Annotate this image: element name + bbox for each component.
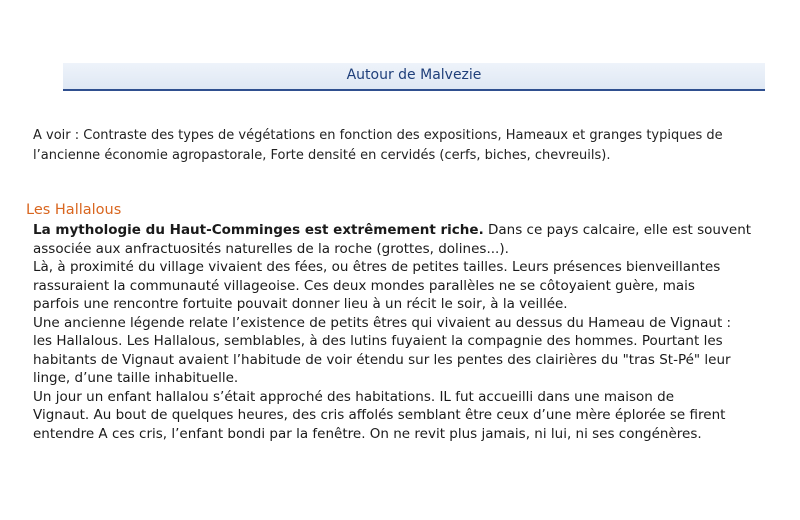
intro-line: A voir : Contraste des types de végétations en fonction des expositions, Hameaux et granges typiques de (33, 128, 723, 143)
body-line: les Hallalous. Les Hallalous, semblables, à des lutins fuyaient la compagnie des hommes. Pourtant les (33, 333, 723, 349)
body-line: Une ancienne légende relate l’existence de petits êtres qui vivaient au dessus du Hameau de Vignaut : (33, 314, 732, 331)
body-line: rassuraient la communauté villageoise. Ces deux mondes parallèles ne se côtoyaient guère, mais (33, 277, 695, 294)
body-line: associée aux anfractuosités naturelles de la roche (grottes, dolines...). (33, 240, 509, 257)
section-body (33, 221, 783, 443)
section-title: Les Hallalous (26, 202, 122, 218)
body-line: Là, à proximité du village vivaient des fées, ou êtres de petites tailles. Leurs présences bienveillantes (33, 259, 721, 275)
body-line: entendre A ces cris, l’enfant bondi par la fenêtre. On ne revit plus jamais, ni lui, ni ses congénères. (33, 425, 702, 442)
intro-line: l’ancienne économie agropastorale, Forte densité en cervidés (cerfs, biches, chevreuils). (33, 148, 611, 163)
body-line: parfois une rencontre fortuite pouvait donner lieu à un récit le soir, à la veillée. (33, 296, 568, 312)
lead-line (33, 221, 783, 240)
lead-bold-text: La mythologie du Haut-Comminges est extrêmement riche. (33, 222, 484, 238)
lead-rest-text: Dans ce pays calcaire, elle est souvent (483, 222, 752, 238)
title-band (63, 63, 765, 91)
page-title: Autour de Malvezie (346, 67, 482, 83)
body-line: Vignaut. Au bout de quelques heures, des cris affolés semblant être ceux d’une mère éplorée se firent (33, 407, 726, 423)
body-line: Un jour un enfant hallalou s’était approché des habitations. IL fut accueilli dans une maison de (33, 388, 675, 405)
intro-paragraph (33, 126, 773, 166)
body-line: habitants de Vignaut avaient l’habitude de voir étendu sur les pentes des clairières du "tras St-Pé" leur (33, 351, 731, 368)
body-line: linge, d’une taille inhabituelle. (33, 370, 239, 386)
